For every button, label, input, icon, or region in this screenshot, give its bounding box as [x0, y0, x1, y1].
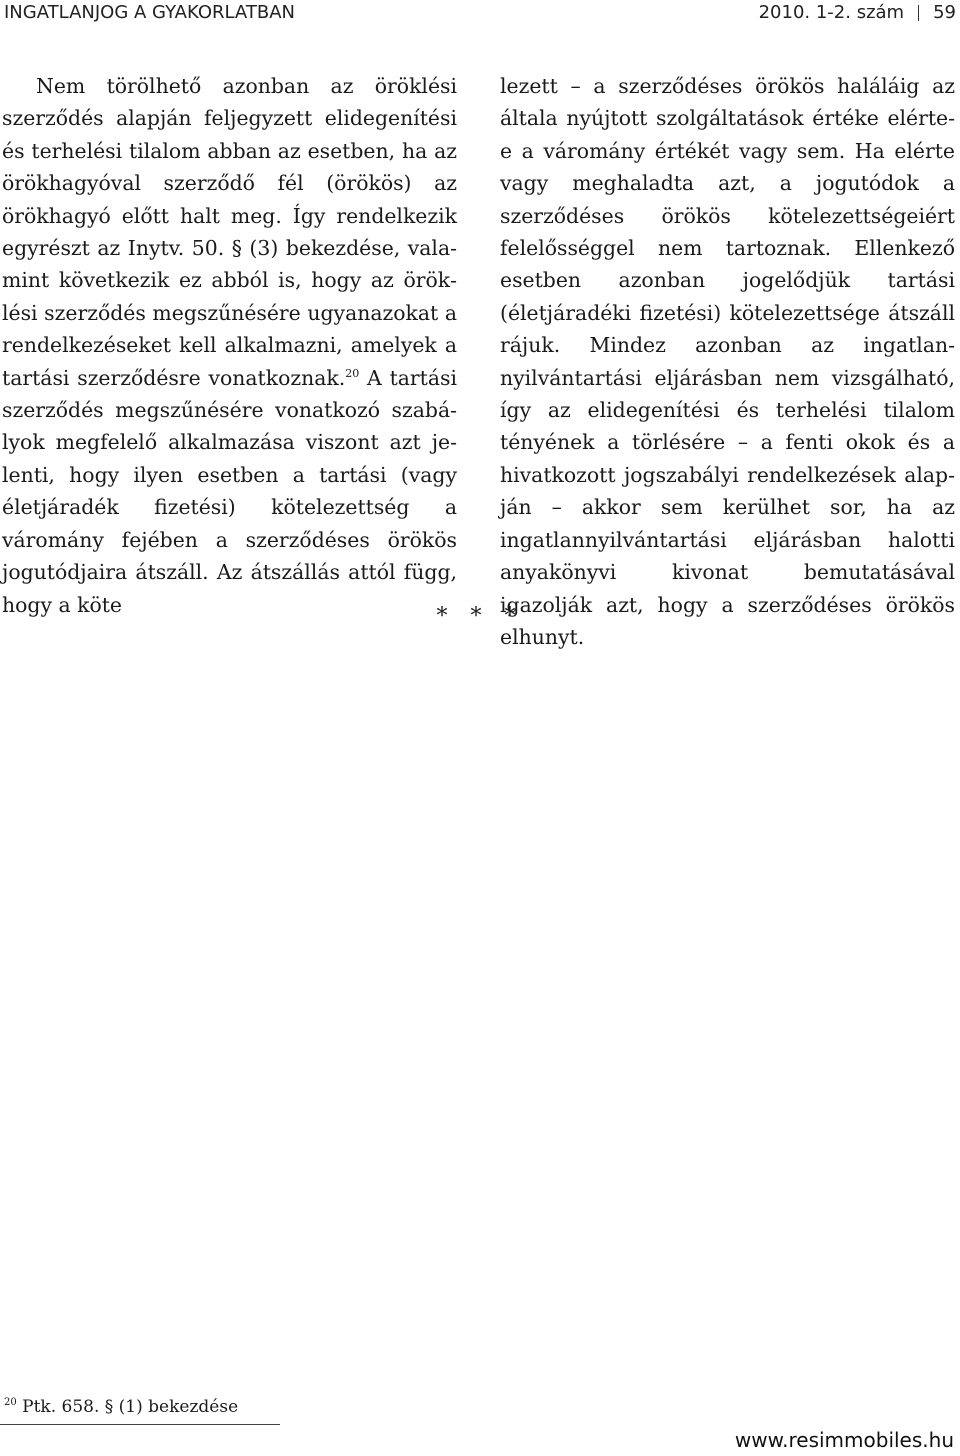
- running-header: [0, 0, 960, 30]
- paragraph-left-continuation: A tartási szerződés megszűnésére vonatkozó szabályok megfelelő alkalmazása viszont azt jelenti, hogy ilyen esetben a tartási (vagy életjáradék fizetési) kötelezettség a váromány fejében a szerződéses örökös jogutódjaira átszáll. Az átszállás attól függ, hogy a köte: [2, 365, 457, 617]
- page-number: 59: [933, 2, 956, 23]
- section-separator: * * *: [436, 604, 524, 629]
- header-right: [759, 0, 956, 26]
- header-divider: [918, 5, 919, 21]
- paragraph-left-text: Nem törölhető azonban az öröklési szerződés alapján feljegyzett elidegenítési és terhelési tilalom abban az esetben, ha az örökhagyóval szerződő fél (örökös) az örökhagyó előtt halt meg. Így rendelkezik egyrészt az Inytv. 50. § (3) bekezdése, valamint következik ez abból is, hogy az öröklési szerződés megszűnésére ugyanazokat a rendelkezéseket kell alkalmazni, amelyek a tartási szerződésre vonatkoznak.: [2, 74, 457, 390]
- footnote-divider: [0, 1424, 280, 1425]
- journal-title: INGATLANJOG A GYAKORLATBAN: [4, 2, 295, 23]
- footnote: [4, 1396, 238, 1418]
- body-column-right: [500, 70, 955, 653]
- paragraph-left: [2, 70, 457, 621]
- footnote-reference[interactable]: 20: [345, 366, 360, 380]
- body-column-left: [2, 70, 457, 621]
- footnote-text: Ptk. 658. § (1) bekezdése: [22, 1397, 239, 1417]
- paragraph-right: lezett – a szerződéses örökös haláláig az általa nyújtott szolgáltatások értéke elérte-e a váromány értékét vagy sem. Ha elérte vagy meghaladta azt, a jogutódok a szerződéses örökös kötelezettségeiért felelősséggel nem tartoznak. Ellenkező esetben azonban jogelődjük tartási (életjáradéki fizetési) kötelezettsége átszáll rájuk. Mindez azonban az ingatlan-nyilvántartási eljárásban nem vizsgálható, így az elidegenítési és terhelési tilalom tényének a törlésére – a fenti okok és a hivatkozott jogszabályi rendelkezések alapján – akkor sem kerülhet sor, ha az ingatlannyilvántartási eljárásban halotti anyakönyvi kivonat bemutatásával igazolják azt, hogy a szerződéses örökös elhunyt.: [500, 74, 955, 649]
- website-watermark[interactable]: www.resimmobiles.hu: [734, 1428, 954, 1452]
- footnote-number: 20: [4, 1397, 17, 1408]
- issue-label: 2010. 1-2. szám: [758, 2, 905, 23]
